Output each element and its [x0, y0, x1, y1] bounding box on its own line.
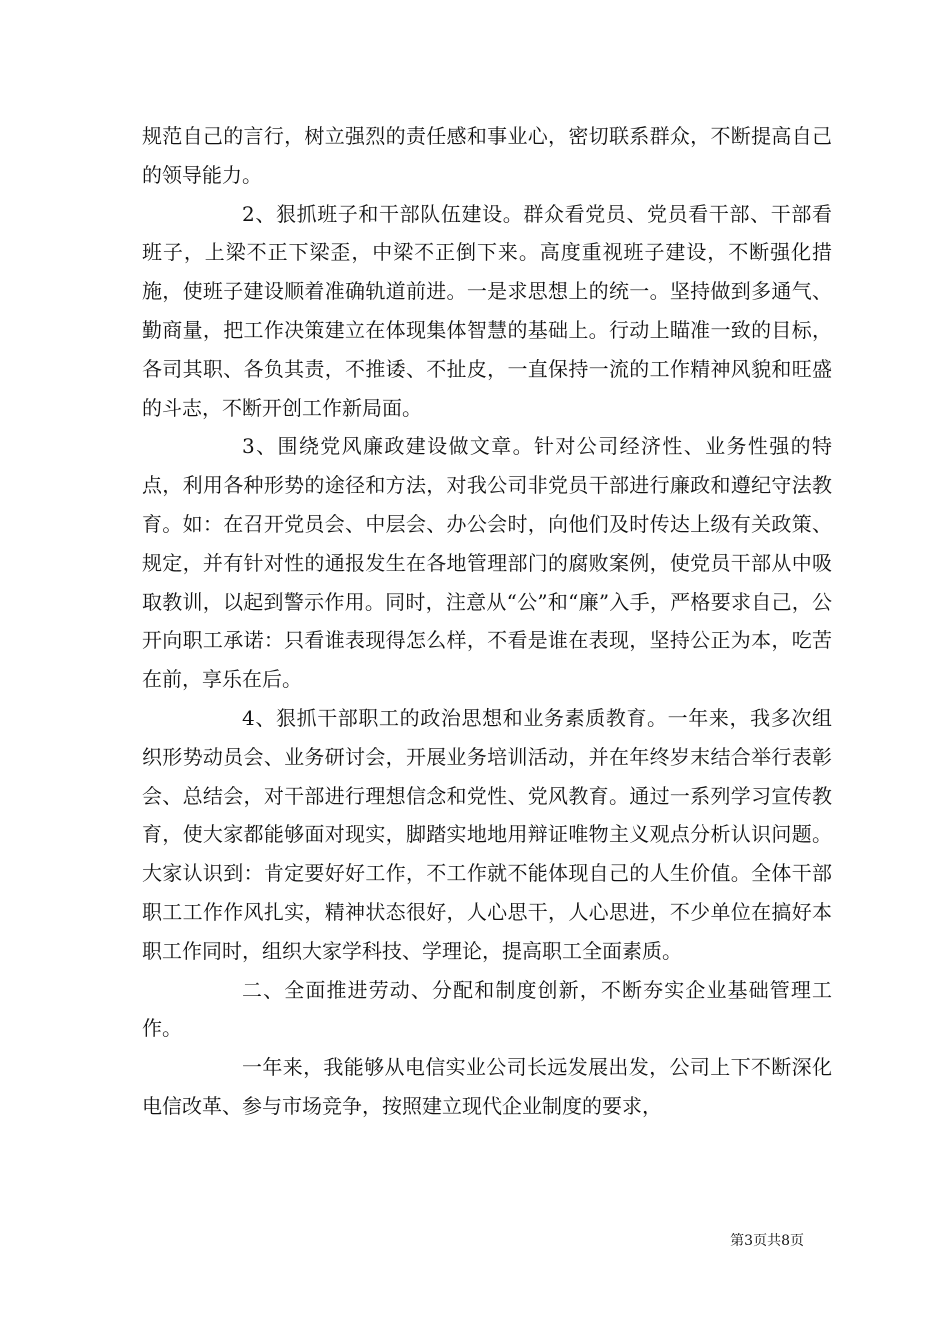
- paragraph-education: 4、狠抓干部职工的政治思想和业务素质教育。一年来，我多次组织形势动员会、业务研讨会，开展业务培训活动，并在年终岁末结合举行表彰会、总结会，对干部进行理想信念和党性、党风教育。通过一系列学习宣传教育，使大家都能够面对现实，脚踏实地地用辩证唯物主义观点分析认识问题。大家认识到：肯定要好好工作，不工作就不能体现自己的人生价值。全体干部职工工作作风扎实，精神状态很好，人心思干，人心思进，不少单位在搞好本职工作同时，组织大家学科技、学理论，提高职工全面素质。: [142, 705, 832, 963]
- paragraph-integrity: 3、围绕党风廉政建设做文章。针对公司经济性、业务性强的特点，利用各种形势的途径和方法，对我公司非党员干部进行廉政和遵纪守法教育。如：在召开党员会、中层会、办公会时，向他们及时传达上级有关政策、规定，并有针对性的通报发生在各地管理部门的腐败案例，使党员干部从中吸取教训，以起到警示作用。同时，注意从“公”和“廉”入手，严格要求自己，公开向职工承诺：只看谁表现得怎么样，不看是谁在表现，坚持公正为本，吃苦在前，享乐在后。: [142, 434, 832, 692]
- paragraph-continuation: 规范自己的言行，树立强烈的责任感和事业心，密切联系群众，不断提高自己的领导能力。: [142, 124, 832, 187]
- paragraph-team-building: 2、狠抓班子和干部队伍建设。群众看党员、党员看干部、干部看班子，上梁不正下梁歪，中梁不正倒下来。高度重视班子建设，不断强化措施，使班子建设顺着准确轨道前进。一是求思想上的统一。坚持做到多通气、勤商量，把工作决策建立在体现集体智慧的基础上。行动上瞄准一致的目标，各司其职、各负其责，不推诿、不扯皮，一直保持一流的工作精神风貌和旺盛的斗志，不断开创工作新局面。: [142, 201, 832, 420]
- page-number: 第3页共8页: [730, 1233, 804, 1249]
- paragraph-reform: 一年来，我能够从电信实业公司长远发展出发，公司上下不断深化电信改革、参与市场竞争，按照建立现代企业制度的要求，: [142, 1055, 832, 1118]
- document-body: [142, 117, 832, 1126]
- section-heading-two: 二、全面推进劳动、分配和制度创新，不断夯实企业基础管理工作。: [142, 977, 832, 1041]
